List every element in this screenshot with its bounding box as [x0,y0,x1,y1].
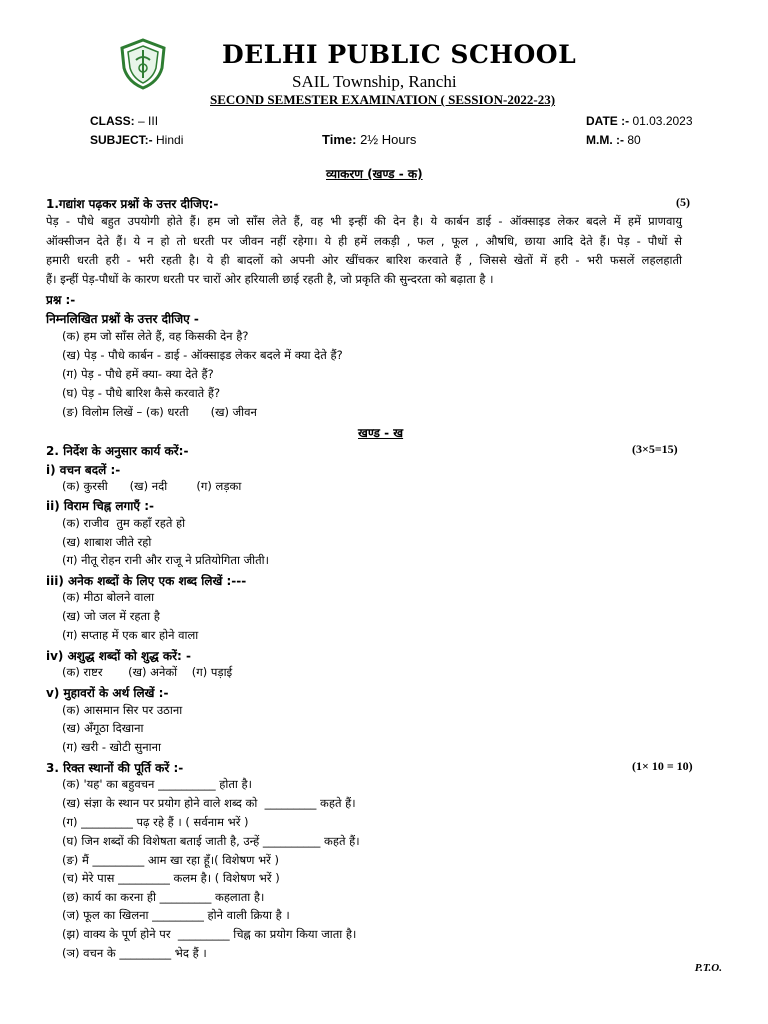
q2-ii-item: (ग) नीतू रोहन रानी और राजू ने प्रतियोगिता जीती। [62,553,270,567]
q3-item: (ज) फूल का खिलना _________ होने वाली क्रिया है । [62,908,290,922]
q2-v-item: (ख) अँगूठा दिखाना [62,721,144,735]
q2-title: 2. निर्देश के अनुसार कार्य करें:- [46,444,189,458]
q1-sub-question: (क) हम जो साँस लेते हैं, वह किसकी देन है? [62,329,249,343]
q1-sub-question: (ग) पेड़ - पौधे हमें क्या- क्या देते हैं? [62,367,214,381]
exam-title: SECOND SEMESTER EXAMINATION ( SESSION-2022-23) [210,92,556,107]
date-value: 01.03.2023 [632,114,693,128]
max-marks-value: 80 [627,133,641,147]
q3-item: (झ) वाक्य के पूर्ण होने पर _________ चिह्न का प्रयोग किया जाता है। [62,927,357,941]
school-name: DELHI PUBLIC SCHOOL [222,40,577,69]
q2-iii-title: iii) अनेक शब्दों के लिए एक शब्द लिखें :--- [46,574,247,588]
q2-i-items: (क) कुरसी (ख) नदी (ग) लड़का [62,479,242,493]
q3-item: (ञ) वचन के _________ भेद हैं । [62,946,207,960]
class-value: – III [138,114,159,128]
date-label: DATE :- [586,114,630,128]
q3-item: (ख) संज्ञा के स्थान पर प्रयोग होने वाले शब्द को _________ कहते हैं। [62,796,356,810]
q1-marks: (5) [676,195,690,209]
max-marks-label: M.M. :- [586,133,624,147]
pto-label: P.T.O. [694,962,722,974]
time-label: Time: [322,132,357,147]
subject-value: Hindi [156,133,184,147]
q2-i-title: i) वचन बदलें :- [46,463,121,477]
q2-ii-title: ii) विराम चिह्न लगाएँ :- [46,499,155,513]
q3-item: (ङ) मैं _________ आम खा रहा हूँ।( विशेषण भरें ) [62,853,280,867]
q1-sub-question: (ख) पेड़ - पौधे कार्बन - डाई - ऑक्साइड लेकर बदले में क्या देते हैं? [62,348,343,362]
q2-ii-item: (ख) शाबाश जीते रहो [62,535,152,549]
q2-iv-title: iv) अशुद्ध शब्दों को शुद्ध करें: - [46,649,192,663]
q2-v-item: (ग) खरी - खोटी सुनाना [62,740,161,754]
q3-item: (घ) जिन शब्दों की विशेषता बताई जाती है, उन्हें __________ कहते हैं। [62,834,360,848]
q2-v-title: v) मुहावरों के अर्थ लिखें :- [46,686,169,700]
section-b-title: खण्ड - ख [358,426,404,440]
q2-iii-item: (क) मीठा बोलने वाला [62,590,155,604]
prashn-label: प्रश्न :- [46,293,76,307]
q2-v-item: (क) आसमान सिर पर उठाना [62,703,183,717]
max-marks-row [586,133,641,147]
passage-line: हमारी धरती हरी - भरी रहती है। ये ही बादलों को अपनी ओर खींचकर बारिश करवाते हैं , जिससे खेतों में हरी - भरी फसलें लहलहाती [46,253,682,267]
q3-marks: (1× 10 = 10) [632,759,693,773]
class-label: CLASS: [90,114,135,128]
q3-item: (क) 'यह' का बहुवचन __________ होता है। [62,777,252,791]
q1-sub-question: (ङ) विलोम लिखें – (क) धरती (ख) जीवन [62,405,257,419]
passage-line: हैं। इन्हीं पेड़-पौधों के कारण धरती पर चारों ओर हरियाली छाई रहती है, जो प्रकृति की सुन्दरता को बढ़ाता है । [46,272,494,286]
q1-instruction: निम्नलिखित प्रश्नों के उत्तर दीजिए - [46,312,199,326]
q2-iv-items: (क) राष्टर (ख) अनेकों (ग) पड़ाई [62,665,233,679]
passage-line: ऑक्सीजन देते हैं। ये न हो तो धरती पर जीवन नहीं रहेगा। ये ही हमें लकड़ी , फल , फूल , औषधि, छाया आदि देते हैं। पेड़ - पौधों से [46,234,682,248]
school-location: SAIL Township, Ranchi [292,72,457,91]
q2-iii-item: (ख) जो जल में रहता है [62,609,160,623]
q1-title: 1.गद्यांश पढ़कर प्रश्नों के उत्तर दीजिए:- [46,197,219,211]
section-a-title: व्याकरण (खण्ड - क) [326,167,423,181]
q3-title: 3. रिक्त स्थानों की पूर्ति करें :- [46,761,184,775]
school-logo-icon [118,38,168,90]
time-row [322,132,416,147]
q3-item: (छ) कार्य का करना ही _________ कहलाता है। [62,890,265,904]
q2-ii-item: (क) राजीव तुम कहाँ रहते हो [62,516,186,530]
date-row [586,114,693,128]
q1-sub-question: (घ) पेड़ - पौधे बारिश कैसे करवाते हैं? [62,386,221,400]
class-row [90,114,158,128]
q2-iii-item: (ग) सप्ताह में एक बार होने वाला [62,628,199,642]
passage-line: पेड़ - पौधे बहुत उपयोगी होते हैं। हम जो साँस लेते हैं, वह भी इन्हीं की देन है। ये कार्बन डाई - ऑक्साइड लेकर बदले में हमें प्राणवायु [46,214,682,228]
q3-item: (ग) _________ पढ़ रहे हैं । ( सर्वनाम भरें ) [62,815,249,829]
time-value: 2½ Hours [360,132,417,147]
q2-marks: (3×5=15) [632,442,678,456]
subject-row [90,133,183,147]
q3-item: (च) मेरे पास _________ कलम है। ( विशेषण भरें ) [62,871,280,885]
subject-label: SUBJECT:- [90,133,153,147]
